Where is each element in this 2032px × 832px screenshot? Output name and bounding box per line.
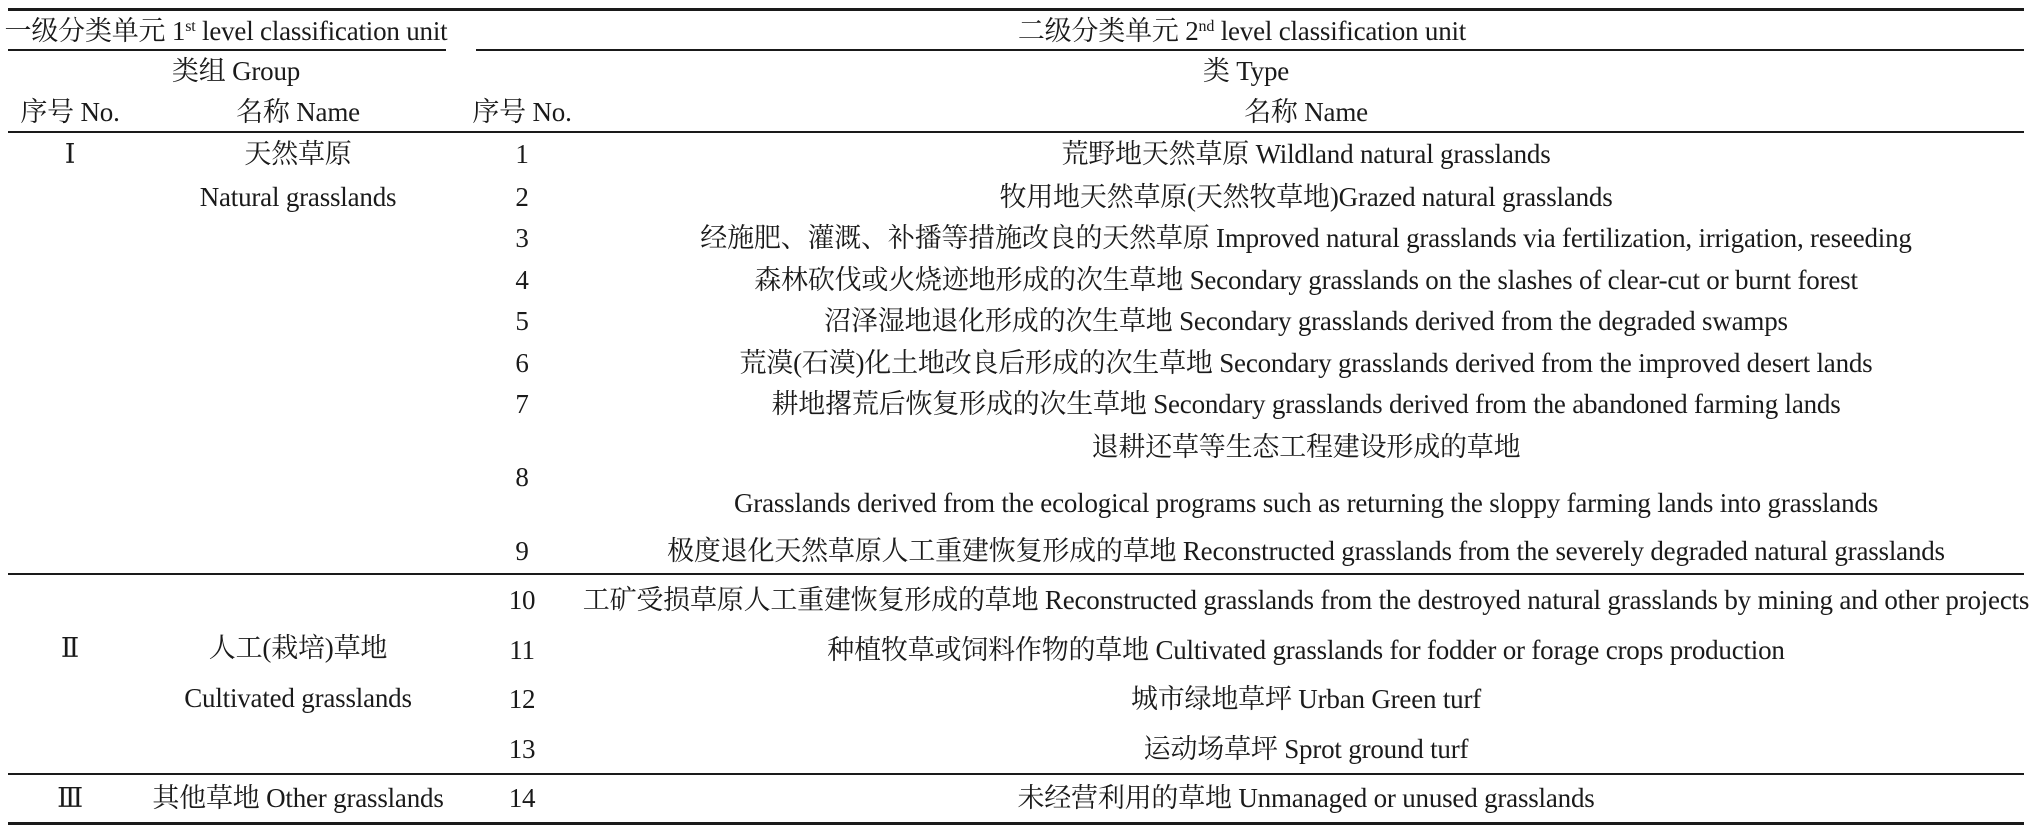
group-name-cn-2: 人工(栽培)草地 [208, 633, 388, 663]
group-no-3: Ⅲ [57, 783, 83, 813]
type-name: 耕地撂荒后恢复形成的次生草地 Secondary grasslands derived from the abandoned farming lands [771, 389, 1841, 419]
group-name-en-1: Natural grasslands [199, 182, 397, 212]
group-name-en-2: Cultivated grasslands [184, 683, 412, 713]
bottom-rule [8, 822, 2024, 825]
group-divider-1 [8, 573, 2024, 575]
type-name: 沼泽湿地退化形成的次生草地 Secondary grasslands derived from the degraded swamps [824, 306, 1788, 336]
type-name-en: Grasslands derived from the ecological programs such as returning the sloppy farming lands into grasslands [733, 488, 1879, 518]
type-name: 种植牧草或饲料作物的草地 Cultivated grasslands for fodder or forage crops production [827, 635, 1785, 665]
type-no: 7 [515, 389, 529, 419]
type-no: 6 [515, 348, 529, 378]
col-header-name-1: 名称 Name [236, 97, 360, 127]
type-no: 8 [515, 462, 529, 492]
header-group: 类组 Group [171, 56, 301, 86]
header-level2: 二级分类单元 2nd level classification unit [1017, 16, 1467, 46]
group-no-2: Ⅱ [60, 633, 80, 663]
type-no: 14 [508, 783, 536, 813]
type-no: 9 [515, 536, 529, 566]
header-divider-level1 [8, 49, 446, 51]
type-name: 工矿受损草原人工重建恢复形成的草地 Reconstructed grasslands from the destroyed natural grasslands by mining and other projects [582, 585, 2030, 615]
type-no: 4 [515, 265, 529, 295]
group-no-1: Ⅰ [64, 139, 76, 169]
col-header-name-2: 名称 Name [1244, 97, 1368, 127]
header-bottom-rule [8, 131, 2024, 133]
type-name: 牧用地天然草原(天然牧草地)Grazed natural grasslands [999, 182, 1613, 212]
type-name-cn: 退耕还草等生态工程建设形成的草地 [1091, 432, 1521, 462]
type-name: 未经营利用的草地 Unmanaged or unused grasslands [1017, 783, 1595, 813]
type-no: 13 [508, 734, 536, 764]
group-name-cn-1: 天然草原 [244, 139, 352, 169]
type-name: 经施肥、灌溉、补播等措施改良的天然草原 Improved natural grasslands via fertilization, irrigation, reseeding [700, 223, 1912, 253]
type-name: 森林砍伐或火烧迹地形成的次生草地 Secondary grasslands on the slashes of clear-cut or burnt forest [754, 265, 1858, 295]
type-no: 10 [508, 585, 536, 615]
type-no: 1 [515, 139, 529, 169]
col-header-no-2: 序号 No. [472, 97, 572, 127]
group-divider-2 [8, 773, 2024, 775]
type-name: 荒漠(石漠)化土地改良后形成的次生草地 Secondary grasslands derived from the improved desert lands [739, 348, 1873, 378]
top-rule [8, 8, 2024, 11]
type-no: 12 [508, 684, 536, 714]
type-name: 运动场草坪 Sprot ground turf [1143, 734, 1469, 764]
type-name: 极度退化天然草原人工重建恢复形成的草地 Reconstructed grasslands from the severely degraded natural grasslands [667, 536, 1945, 566]
header-divider-level2 [476, 49, 2024, 51]
type-no: 2 [515, 182, 529, 212]
header-level1: 一级分类单元 1st level classification unit [4, 16, 448, 46]
col-header-no-1: 序号 No. [20, 97, 120, 127]
type-name: 城市绿地草坪 Urban Green turf [1130, 684, 1482, 714]
type-no: 3 [515, 223, 529, 253]
type-no: 11 [509, 635, 535, 665]
type-name: 荒野地天然草原 Wildland natural grasslands [1061, 139, 1551, 169]
group-name-3: 其他草地 Other grasslands [152, 783, 444, 813]
header-type: 类 Type [1202, 56, 1290, 86]
type-no: 5 [515, 306, 529, 336]
